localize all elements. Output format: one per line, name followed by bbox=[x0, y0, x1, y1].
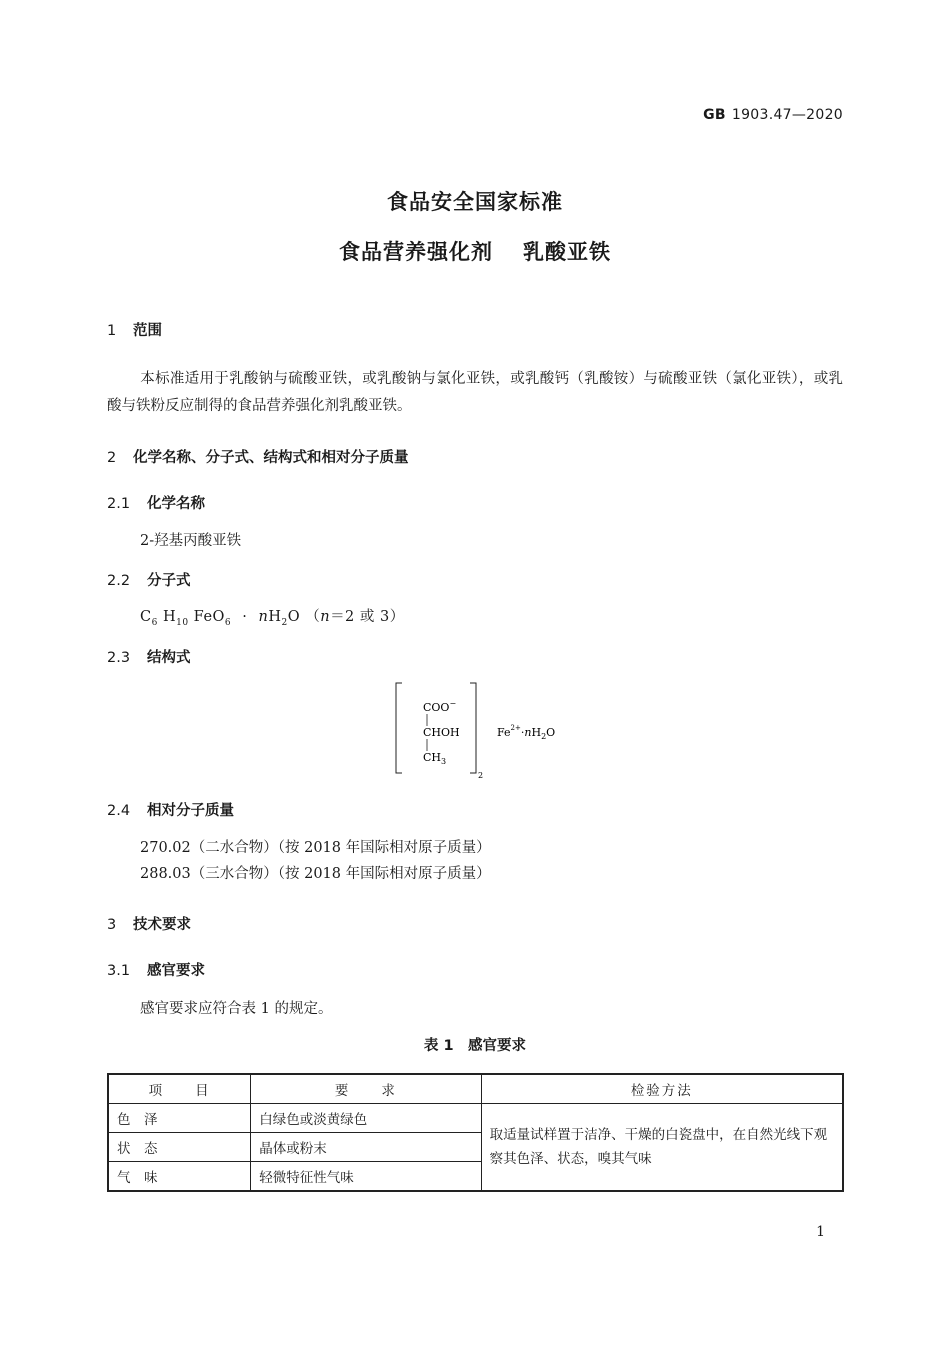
left-bracket bbox=[396, 683, 402, 773]
chemical-name: 2-羟基丙酸亚铁 bbox=[140, 533, 242, 549]
standard-number: 1903.47—2020 bbox=[731, 107, 843, 123]
row-item: 气 味 bbox=[108, 1162, 251, 1192]
structural-formula bbox=[390, 680, 570, 782]
header-item: 项 目 bbox=[108, 1074, 251, 1104]
section-2-3-heading: 2.3 结构式 bbox=[107, 650, 191, 666]
document-subtitle bbox=[0, 236, 950, 266]
bracket-subscript: 2 bbox=[478, 771, 484, 780]
hydroxy-group: CHOH bbox=[423, 726, 460, 739]
section-3-heading: 3 技术要求 bbox=[107, 917, 191, 933]
section-3-1-text: 感官要求应符合表 1 的规定。 bbox=[140, 1001, 333, 1017]
table-row bbox=[108, 1104, 843, 1133]
subtitle-category: 食品营养强化剂 bbox=[339, 240, 493, 264]
row-requirement: 晶体或粉末 bbox=[251, 1133, 481, 1162]
table-header-row bbox=[108, 1074, 843, 1104]
molecular-mass-trihydrate: 288.03（三水合物）（按 2018 年国际相对原子质量） bbox=[140, 866, 491, 882]
section-3-1-heading: 3.1 感官要求 bbox=[107, 963, 205, 979]
carboxylate-group: COO− bbox=[423, 699, 457, 714]
standard-prefix: GB bbox=[703, 107, 726, 123]
row-item: 状 态 bbox=[108, 1133, 251, 1162]
row-requirement: 白绿色或淡黄绿色 bbox=[251, 1104, 481, 1133]
subtitle-substance: 乳酸亚铁 bbox=[523, 240, 611, 264]
inspection-method: 取适量试样置于洁净、干燥的白瓷盘中，在自然光线下观察其色泽、状态，嗅其气味 bbox=[481, 1104, 843, 1192]
section-2-4-heading: 2.4 相对分子质量 bbox=[107, 803, 234, 819]
standard-code bbox=[703, 107, 843, 123]
section-2-1-heading: 2.1 化学名称 bbox=[107, 496, 205, 512]
header-requirement: 要 求 bbox=[251, 1074, 481, 1104]
right-bracket bbox=[470, 683, 476, 773]
page-number: 1 bbox=[816, 1224, 825, 1240]
table-caption: 表 1 感官要求 bbox=[423, 1038, 527, 1054]
iron-hydrate: $Fe^{2+}\cdot nH_2O$ bbox=[497, 724, 556, 741]
row-item: 色 泽 bbox=[108, 1104, 251, 1133]
document-title: 食品安全国家标准 bbox=[387, 190, 563, 214]
section-1-heading: 1 范围 bbox=[107, 323, 162, 339]
header-method: 检验方法 bbox=[481, 1074, 843, 1104]
section-2-heading: 2 化学名称、分子式、结构式和相对分子质量 bbox=[107, 450, 409, 466]
section-2-2-heading: 2.2 分子式 bbox=[107, 573, 191, 589]
molecular-mass-dihydrate: 270.02（二水合物）（按 2018 年国际相对原子质量） bbox=[140, 840, 491, 856]
molecular-formula: $C_6$ $H_{10}$ $FeO_6 \cdot nH_2O$ （n＝2 或 3） bbox=[140, 609, 405, 628]
row-requirement: 轻微特征性气味 bbox=[251, 1162, 481, 1192]
sensory-requirements-table bbox=[107, 1073, 844, 1192]
section-1-text: 本标准适用于乳酸钠与硫酸亚铁，或乳酸钠与氯化亚铁，或乳酸钙（乳酸铵）与硫酸亚铁（氯化亚铁），或乳酸与铁粉反应制得的食品营养强化剂乳酸亚铁。 bbox=[107, 371, 843, 414]
methyl-group: $CH_3$ bbox=[423, 751, 447, 766]
